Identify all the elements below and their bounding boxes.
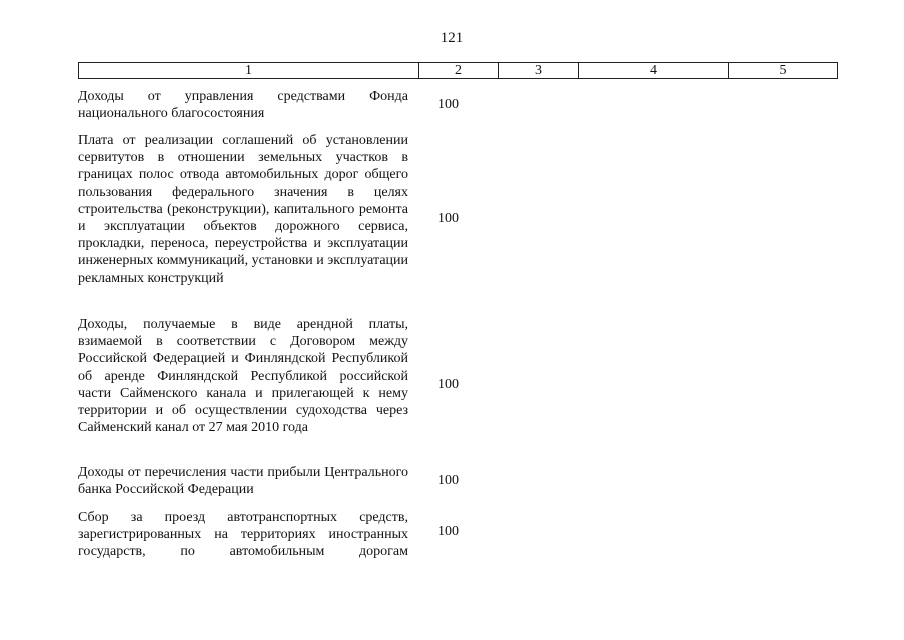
table-row	[78, 88, 459, 122]
column-header-1: 1	[79, 63, 419, 78]
row-description: Плата от реализации соглашений об установлении сервитутов в отношении земельных участков в границах полос отвода автомобильных дорог общего пользования федерального значения в целях строительства (реконструкции), капитального ремонта и эксплуатации объектов дорожного сервиса, прокладки, переноса, переустройства и эксплуатации инженерных коммуникаций, установки и эксплуатации рекламных конструкций	[78, 133, 409, 286]
row-value: 100	[438, 211, 459, 226]
row-value: 100	[438, 473, 459, 488]
row-description: Доходы от перечисления части прибыли Центрального банка Российской Федерации	[78, 465, 408, 498]
row-value: 100	[438, 524, 459, 539]
table-row	[78, 464, 459, 498]
row-description: Доходы, получаемые в виде арендной платы, взимаемой в соответствии с Договором между Российской Федерацией и Финляндской Республикой об аренде Финляндской Республикой российской части Сайменского канала и прилегающей к нему территории и об осуществлении судоходства через Сайменский канал от 27 мая 2010 года	[78, 317, 408, 436]
page-number: 121	[440, 30, 464, 46]
row-description: Сбор за проезд автотранспортных средств, зарегистрированных на территориях иностранных государств, по автомобильным дорогам	[78, 510, 408, 560]
table-row	[78, 509, 459, 561]
row-description: Доходы от управления средствами Фонда национального благосостояния	[78, 89, 408, 122]
column-header-3: 3	[499, 63, 579, 78]
table-row	[78, 132, 459, 287]
row-value: 100	[438, 97, 459, 112]
row-value: 100	[438, 377, 459, 392]
table-row	[78, 316, 459, 436]
column-header-4: 4	[579, 63, 729, 78]
column-header-5: 5	[779, 63, 787, 78]
column-header-row	[78, 62, 838, 79]
column-header-2: 2	[419, 63, 499, 78]
